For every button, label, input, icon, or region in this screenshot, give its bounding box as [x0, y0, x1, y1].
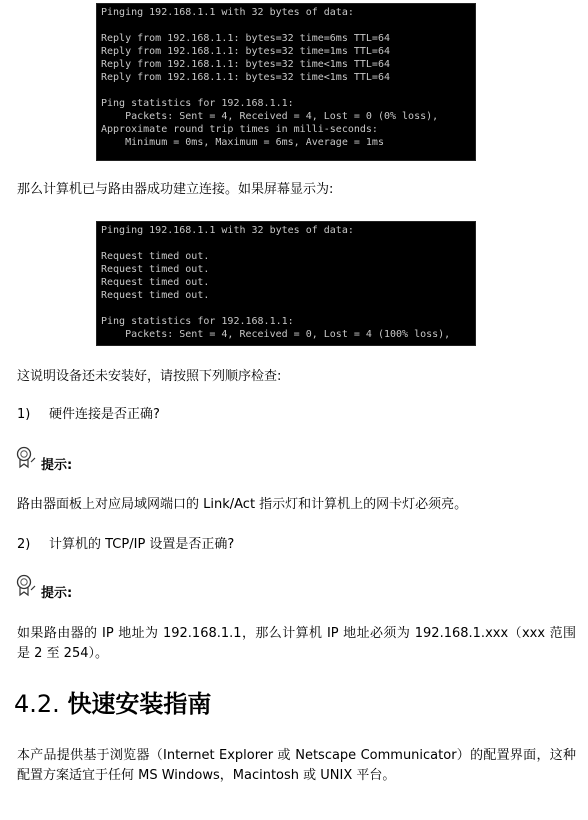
section-heading — [14, 688, 211, 720]
terminal-line: Reply from 192.168.1.1: bytes=32 time=6ms TTL=64 — [101, 33, 390, 44]
ping-success-output — [96, 3, 476, 161]
tip-icon — [14, 446, 36, 474]
tip-2 — [14, 576, 72, 602]
check-instruction-text: 这说明设备还未安装好，请按照下列顺序检查: — [17, 369, 282, 384]
intro-paragraph: 本产品提供基于浏览器（Internet Explorer 或 Netscape Communicator）的配置界面，这种配置方案适宜于任何 MS Windows，Macintosh 或 UNIX 平台。 — [17, 748, 576, 783]
ping-timeout-output — [96, 221, 476, 346]
terminal-line: Reply from 192.168.1.1: bytes=32 time<1ms TTL=64 — [101, 59, 390, 70]
tip-icon — [14, 574, 36, 602]
tip-2-text: 如果路由器的 IP 地址为 192.168.1.1，那么计算机 IP 地址必须为 192.168.1.xxx（xxx 范围是 2 至 254）。 — [17, 626, 576, 661]
terminal-line: Request timed out. — [101, 264, 210, 275]
tip-1-text: 路由器面板上对应局域网端口的 Link/Act 指示灯和计算机上的网卡灯必须亮。 — [17, 497, 468, 512]
terminal-line: Ping statistics for 192.168.1.1: — [101, 316, 294, 327]
terminal-line: Request timed out. — [101, 290, 210, 301]
terminal-line: Approximate round trip times in milli-seconds: — [101, 124, 378, 135]
step-2 — [17, 535, 234, 555]
tip-label: 提示: — [41, 458, 73, 473]
terminal-line: Request timed out. — [101, 277, 210, 288]
step-1 — [17, 405, 160, 425]
step-text: 硬件连接是否正确? — [49, 407, 160, 422]
step-number: 2) — [17, 537, 31, 552]
tip-label: 提示: — [41, 586, 73, 601]
terminal-line — [101, 84, 471, 97]
terminal-line: Reply from 192.168.1.1: bytes=32 time=1ms TTL=64 — [101, 46, 390, 57]
terminal-line: Packets: Sent = 4, Received = 4, Lost = 0 (0% loss), — [101, 111, 439, 122]
terminal-line: Request timed out. — [101, 251, 210, 262]
step-text: 计算机的 TCP/IP 设置是否正确? — [49, 537, 235, 552]
terminal-line: Reply from 192.168.1.1: bytes=32 time<1ms TTL=64 — [101, 72, 390, 83]
tip-1 — [14, 448, 72, 474]
terminal-line: Pinging 192.168.1.1 with 32 bytes of data: — [101, 225, 354, 236]
section-title: 快速安装指南 — [67, 690, 212, 718]
terminal-line: Minimum = 0ms, Maximum = 6ms, Average = 1ms — [101, 137, 384, 148]
terminal-line — [101, 302, 471, 315]
step-number: 1) — [17, 407, 31, 422]
terminal-line — [101, 19, 471, 32]
connection-success-text: 那么计算机已与路由器成功建立连接。如果屏幕显示为: — [17, 182, 334, 197]
section-number: 4.2. — [14, 690, 60, 718]
terminal-line: Packets: Sent = 4, Received = 0, Lost = 4 (100% loss), — [101, 329, 451, 340]
terminal-line — [101, 237, 471, 250]
terminal-line: Pinging 192.168.1.1 with 32 bytes of data: — [101, 7, 354, 18]
terminal-line: Ping statistics for 192.168.1.1: — [101, 98, 294, 109]
